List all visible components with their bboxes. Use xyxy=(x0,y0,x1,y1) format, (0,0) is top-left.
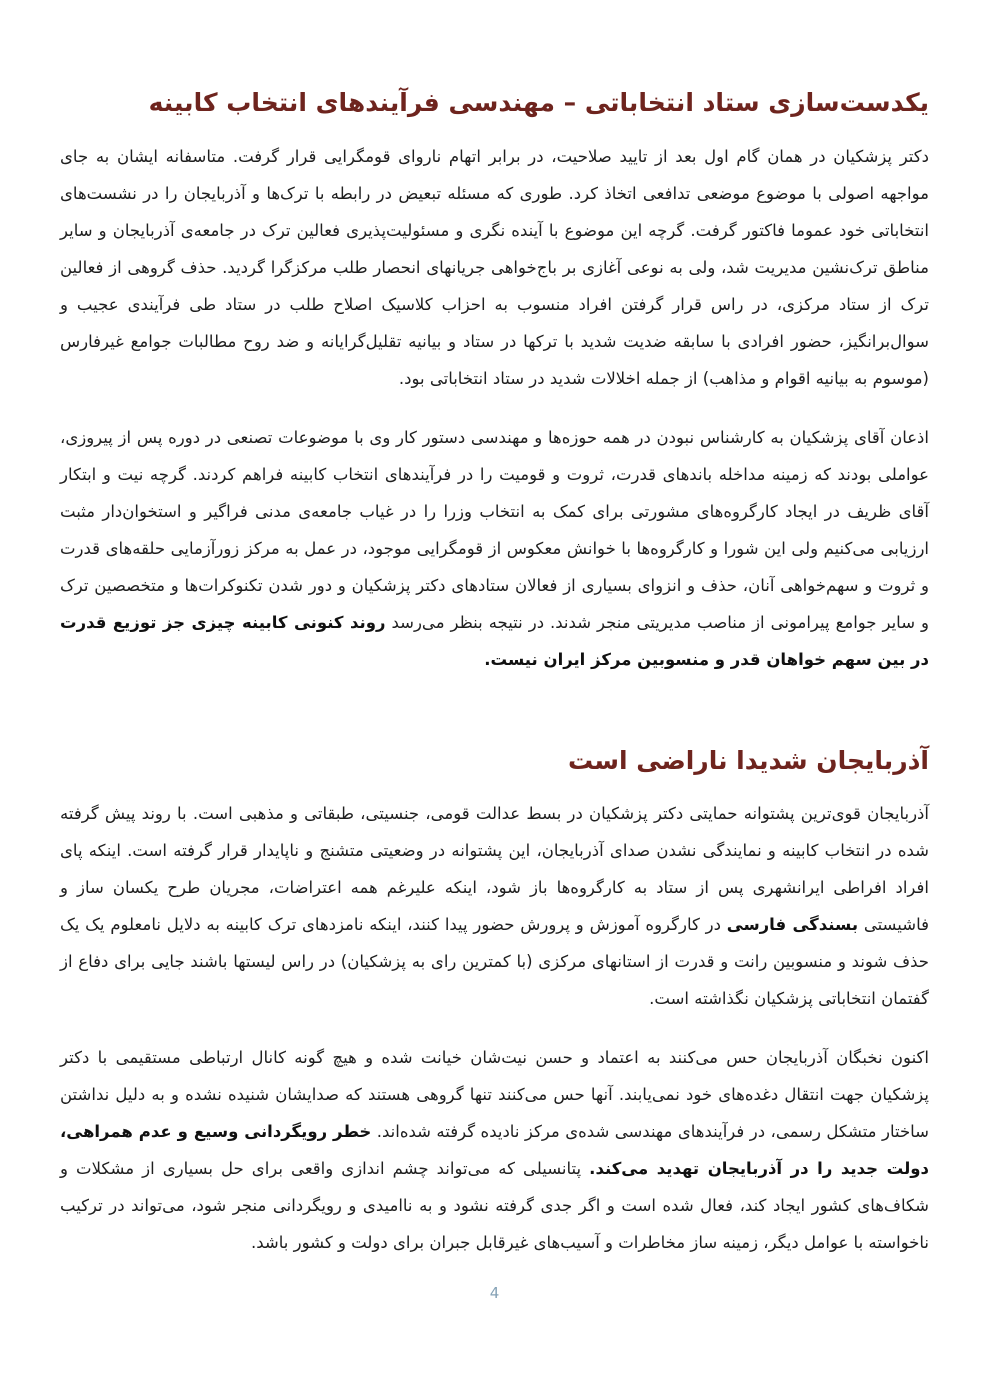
section-heading: آذربایجان شدیدا ناراضی است xyxy=(567,745,929,775)
text-segment-bold: روند کنونی کابینه چیزی جز توزیع قدرت در بین سهم خواهان قدر و منسوبین مرکز ایران نیست. xyxy=(60,612,929,669)
text-segment: پتانسیلی که می‌تواند چشم اندازی واقعی برای حل بسیاری از مشکلات و شکاف‌های کشور ایجاد کند، فعال شده است و اگر جدی گرفته نشود و به ناامیدی و رویگردانی منجر شود، می‌تواند در ترکیب ناخواسته با عوامل دیگر، زمینه ساز مخاطرات و آسیب‌های غیرقابل جبران برای دولت و کشور باشد. xyxy=(60,1159,929,1252)
paragraph xyxy=(60,419,929,678)
section-cabinet-engineering xyxy=(60,58,929,700)
page-footer xyxy=(60,1283,929,1374)
section-azerbaijan-discontent xyxy=(60,700,929,1284)
text-segment-bold: خطر رویگردانی وسیع و عدم همراهی، دولت جدید را در آذربایجان تهدید می‌کند. xyxy=(60,1122,929,1178)
text-segment: اکنون نخبگان آذربایجان حس می‌کنند به اعتماد و حسن نیت‌شان خیانت شده و هیچ گونه کانال ارتباطی مستقیمی با دکتر پزشکیان جهت انتقال دغده‌های خود نمی‌یابند. آنها حس می‌کنند تنها گروهی هستند که صدایشان شنیده نشده و به دلیل نداشتن ساختار متشکل رسمی، در فرآیندهای مهندسی شده‌ی مرکز نادیده گرفته شده‌اند. xyxy=(60,1048,929,1141)
section-heading: یکدست‌سازی ستاد انتخاباتی – مهندسی فرآیندهای انتخاب کابینه xyxy=(148,88,929,117)
paragraph xyxy=(60,138,929,397)
page-number: 4 xyxy=(489,1284,500,1302)
text-segment: در کارگروه آموزش و پرورش حضور پیدا کنند، اینکه نامزدهای ترک کابینه به دلایل نامعلوم یک یک حذف شوند و منسوبین رانت و قدرت از استانهای مرکزی (با کمترین رای به پزشکیان) در راس لیستها باشند جایی برای دفاع از گفتمان انتخاباتی پزشکیان نگذاشته است. xyxy=(60,915,929,1008)
text-segment: اذعان آقای پزشکیان به کارشناس نبودن در همه حوزه‌ها و مهندسی دستور کار وی با موضوعات تصنعی در دوره پس از پیروزی، عواملی بودند که زمینه مداخله باندهای قدرت، ثروت و قومیت را در فرآیندهای انتخاب کابینه فراهم کردند. گرچه نیت و ابتکار آقای ظریف در ایجاد کارگروه‌های مشورتی برای کمک به انتخاب وزرا را در غیاب جامعه‌ی مدنی فراگیر و استخوان‌دار مثبت ارزیابی می‌کنیم ولی این شورا و کارگروه‌ها با خوانش معکوس از قومگرایی موجود، در عمل به مرکز زورآزمایی حلقه‌های قدرت و ثروت و سهم‌خواهی آنان، حذف و انزوای بسیاری از فعالان ستادهای دکتر پزشکیان و دور شدن تکنوکرات‌ها و متخصصین ترک و سایر جوامع پیرامونی از مناصب مدیریتی منجر شدند. در نتیجه بنظر می‌رسد xyxy=(60,427,929,632)
paragraph xyxy=(60,795,929,1017)
text-segment: دکتر پزشکیان در همان گام اول بعد از تایید صلاحیت، در برابر اتهام ناروای قومگرایی قرار گرفت. متاسفانه ایشان به جای مواجهه اصولی با موضوع موضعی تدافعی اتخاذ کرد. طوری که مسئله تبعیض در رابطه با ترک‌ها و آذربایجان را در نشست‌های انتخاباتی خود عموما فاکتور گرفت. گرچه این موضوع با آینده نگری و مسئولیت‌پذیری فعالین ترک در جامعه‌ی آذربایجان و سایر مناطق ترک‌نشین مدیریت شد، ولی به نوعی آغازی بر باج‌خواهی جریانهای انحصار طلب مرکزگرا گردید. حذف گروهی از فعالین ترک از ستاد مرکزی، در راس قرار گرفتن افراد منسوب به احزاب کلاسیک اصلاح طلب در ستاد طی فرآیندی عجیب و سوال‌برانگیز، حضور افرادی با سابقه ضدیت شدید با ترکها در ستاد و بیانیه تقلیل‌گرایانه و ضد روح مطالبات جوامع غیرفارس (موسوم به بیانیه اقوام و مذاهب) از جمله اخلالات شدید در ستاد انتخاباتی بود. xyxy=(60,146,929,388)
text-segment-bold: بسندگی فارسی xyxy=(726,915,859,934)
text-segment: آذربایجان قوی‌ترین پشتوانه حمایتی دکتر پزشکیان در بسط عدالت قومی، جنسیتی، طبقاتی و مذهبی است. با روند پیش گرفته شده در انتخاب کابینه و نمایندگی نشدن صدای آذربایجان، این پشتوانه در وضعیتی متشنج و ناپایدار قرار گرفته است. اینکه پای افراد افراطی ایرانشهری پس از ستاد به کارگروه‌ها باز شود، اینکه علیرغم همه اعتراضات، مجریان طرح یکسان ساز و فاشیستی xyxy=(60,804,929,934)
paragraph xyxy=(60,1039,929,1261)
